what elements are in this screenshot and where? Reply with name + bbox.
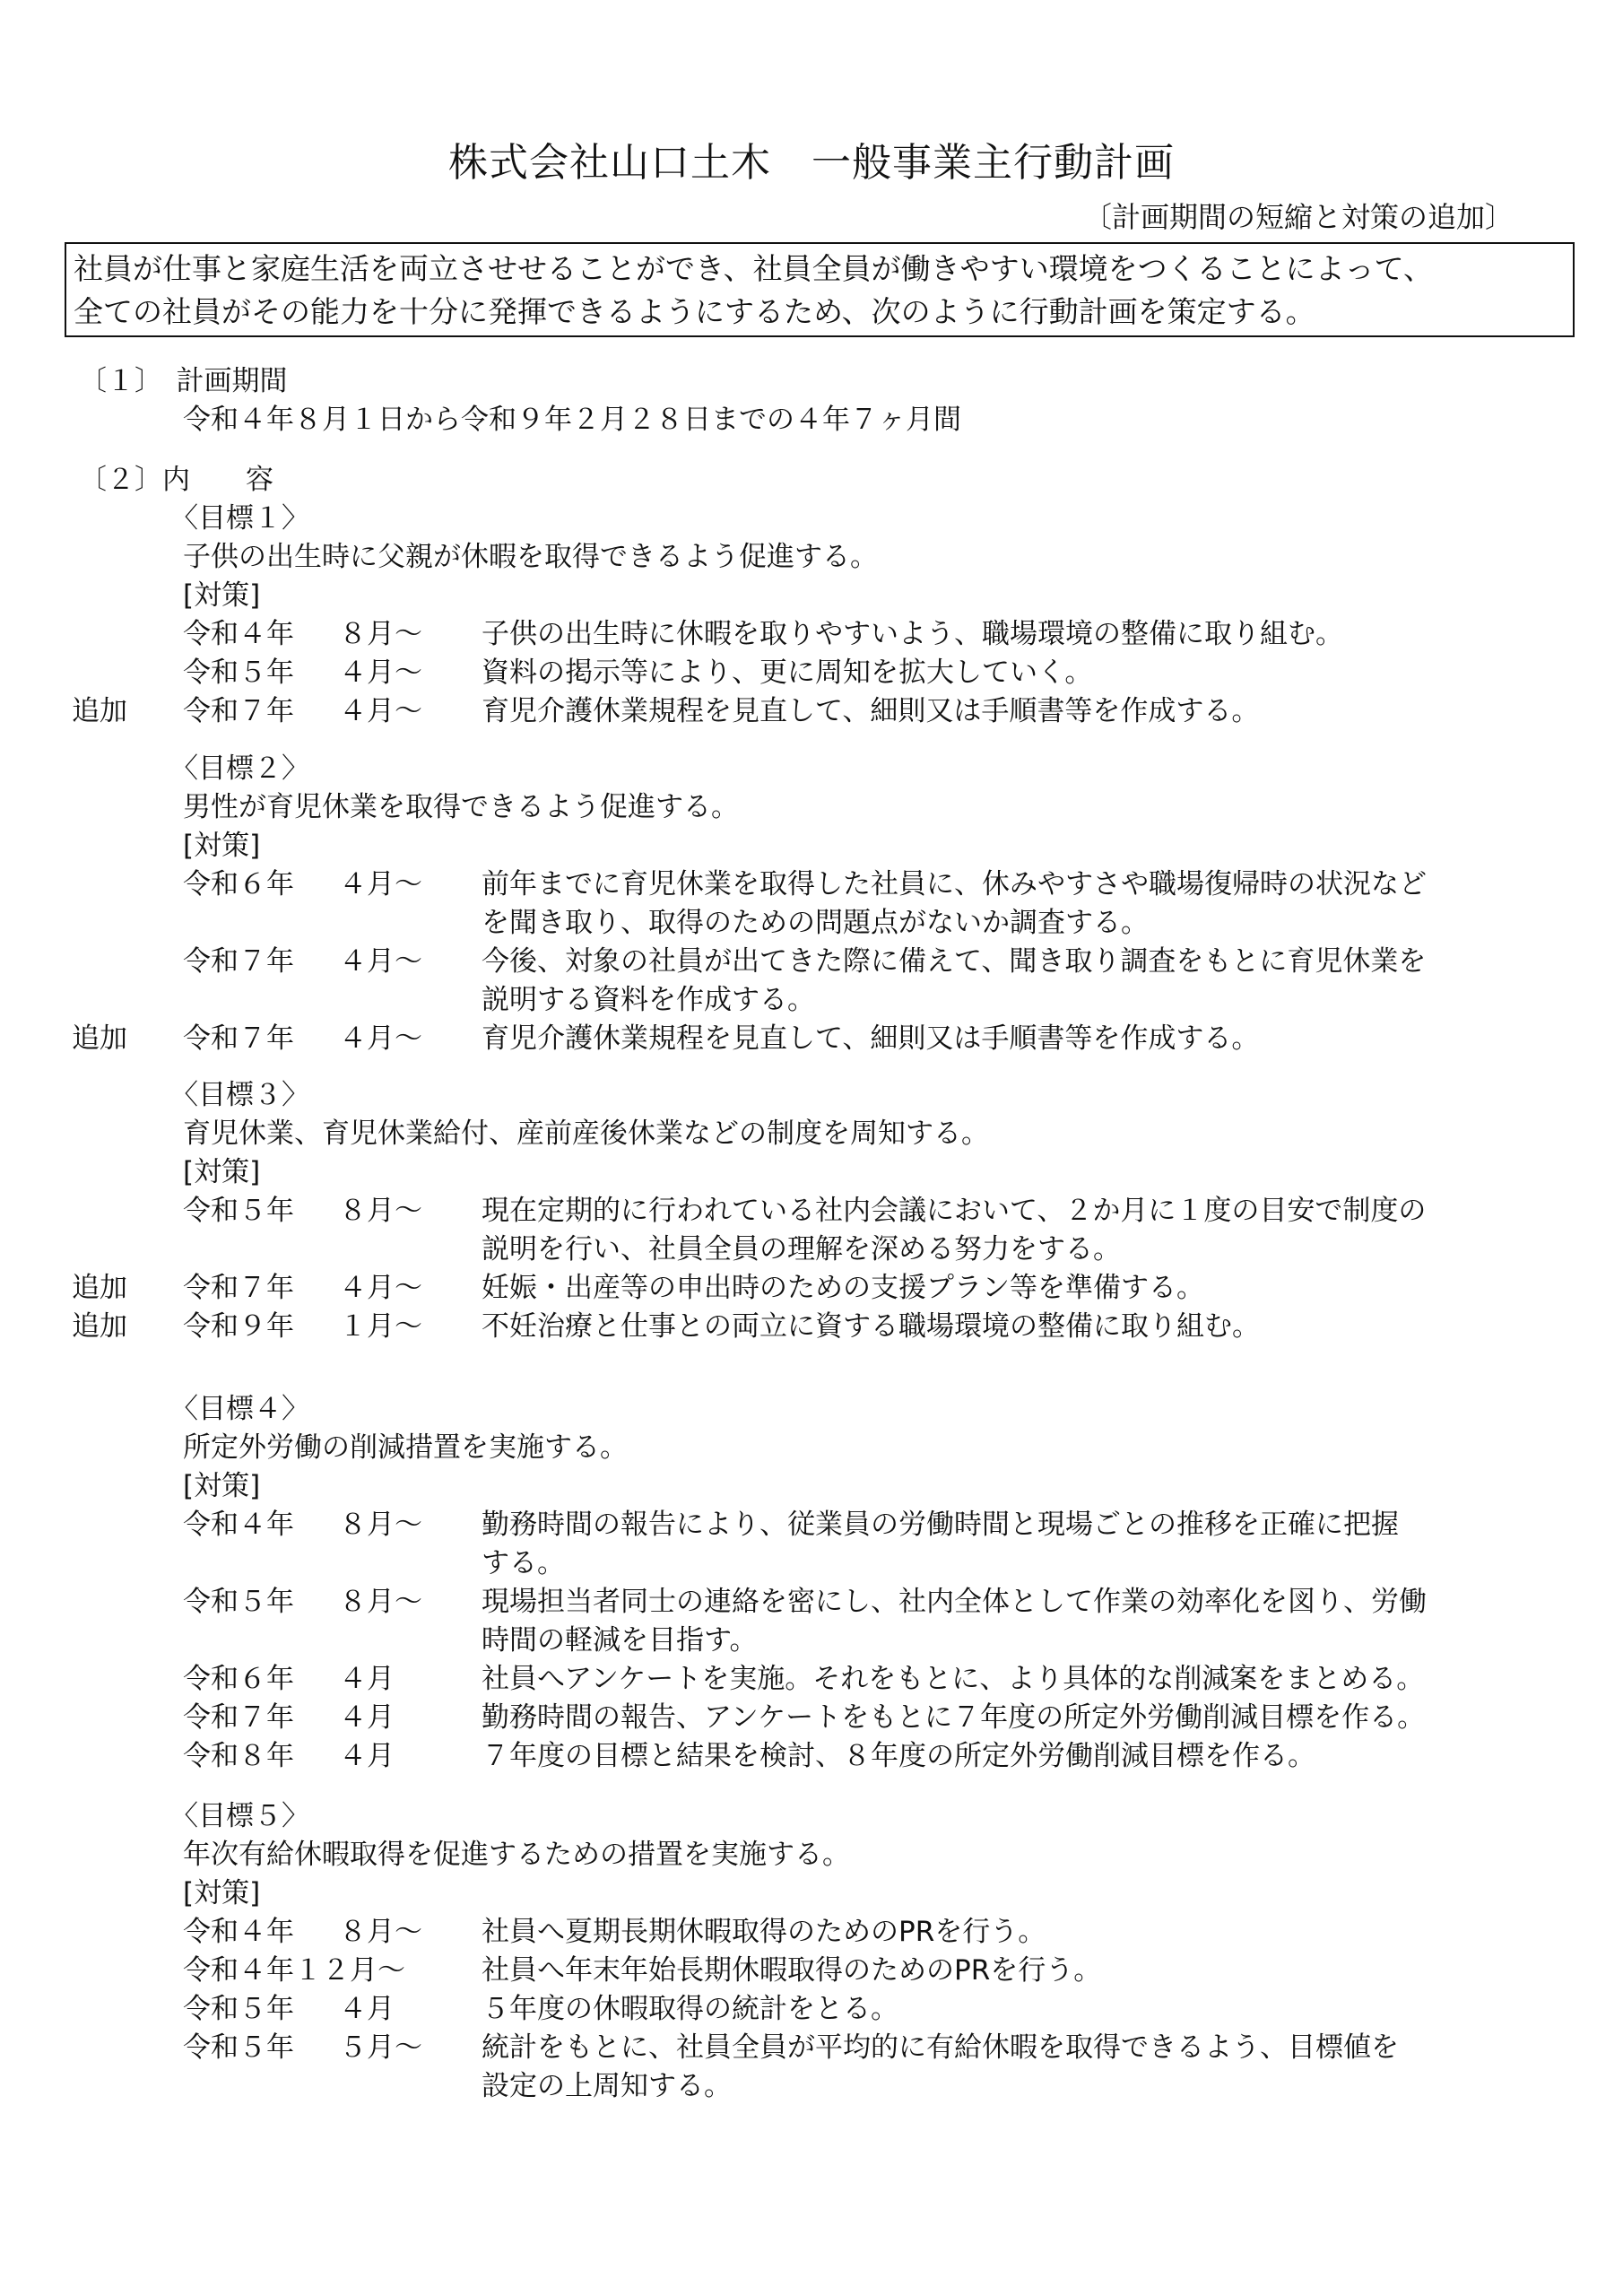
measure-year: 令和５年 xyxy=(183,657,294,689)
measure-action-continued: 設定の上周知する。 xyxy=(482,2070,732,2102)
measures-label: [対策] xyxy=(183,830,261,862)
measure-month: ４月～ xyxy=(339,945,422,978)
measure-action: 育児介護休業規程を見直して、細則又は手順書等を作成する。 xyxy=(482,695,1260,727)
measure-year: 令和５年 xyxy=(183,1993,294,2025)
goal-text: 所定外労働の削減措置を実施する。 xyxy=(183,1431,628,1464)
measure-year: 令和７年 xyxy=(183,1022,294,1055)
measure-year: 令和７年 xyxy=(183,1701,294,1734)
measure-month: ４月 xyxy=(339,1701,395,1734)
measure-month: ４月～ xyxy=(339,868,422,900)
measure-year: 令和６年 xyxy=(183,1663,294,1695)
contents-heading: 〔２〕内 容 xyxy=(79,464,273,496)
period-heading: 〔１〕 計画期間 xyxy=(79,365,288,397)
measure-action: 前年までに育児休業を取得した社員に、休みやすさや職場復帰時の状況など xyxy=(482,868,1427,900)
measure-month: ４月 xyxy=(339,1663,395,1695)
measure-year: 令和５年 xyxy=(183,1586,294,1618)
measure-action: ７年度の目標と結果を検討、８年度の所定外労働削減目標を作る。 xyxy=(482,1740,1315,1772)
measure-action: 育児介護休業規程を見直して、細則又は手順書等を作成する。 xyxy=(482,1022,1260,1055)
measure-action: 勤務時間の報告、アンケートをもとに７年度の所定外労働削減目標を作る。 xyxy=(482,1701,1426,1734)
measure-action: 統計をもとに、社員全員が平均的に有給休暇を取得できるよう、目標値を xyxy=(482,2031,1399,2064)
addition-mark: 追加 xyxy=(72,1022,127,1055)
measure-action: 社員へアンケートを実施。それをもとに、より具体的な削減案をまとめる。 xyxy=(482,1663,1425,1695)
measure-action-continued: する。 xyxy=(482,1547,565,1579)
measure-month: ４月～ xyxy=(339,657,422,689)
goal-label: 〈目標１〉 xyxy=(170,502,309,535)
measure-action: 資料の掲示等により、更に周知を拡大していく。 xyxy=(482,657,1093,689)
intro-line: 全ての社員がその能力を十分に発揮できるようにするため、次のように行動計画を策定する。 xyxy=(74,294,1315,329)
goal-text: 子供の出生時に父親が休暇を取得できるよう促進する。 xyxy=(183,541,878,573)
intro-box xyxy=(65,242,1575,337)
measure-year: 令和７年 xyxy=(183,1272,294,1304)
measure-month: ４月 xyxy=(339,1740,395,1772)
measure-year: 令和９年 xyxy=(183,1310,294,1343)
document-subtitle: 〔計画期間の短縮と対策の追加〕 xyxy=(1082,200,1514,234)
measure-month: ８月～ xyxy=(339,1509,422,1541)
measure-action: 現在定期的に行われている社内会議において、２か月に１度の目安で制度の xyxy=(482,1195,1427,1227)
goal-label: 〈目標５〉 xyxy=(170,1800,309,1832)
measure-year: 令和４年 xyxy=(183,1509,294,1541)
measure-month: ８月～ xyxy=(339,1586,422,1618)
measure-action-continued: 説明する資料を作成する。 xyxy=(482,984,815,1016)
measure-month: ４月～ xyxy=(339,1272,422,1304)
measure-month: ５月～ xyxy=(339,2031,422,2064)
measure-action: 不妊治療と仕事との両立に資する職場環境の整備に取り組む。 xyxy=(482,1310,1260,1343)
measure-action-continued: を聞き取り、取得のための問題点がないか調査する。 xyxy=(482,907,1149,939)
measure-month: ８月～ xyxy=(339,1916,422,1948)
period-text: 令和４年８月１日から令和９年２月２８日までの４年７ヶ月間 xyxy=(183,404,961,436)
goal-text: 男性が育児休業を取得できるよう促進する。 xyxy=(183,791,739,823)
measure-action: 社員へ年末年始長期休暇取得のためのPRを行う。 xyxy=(482,1954,1102,1987)
measures-label: [対策] xyxy=(183,1470,261,1502)
measure-year: 令和７年 xyxy=(183,945,294,978)
measures-label: [対策] xyxy=(183,1156,261,1188)
measure-month: ４月～ xyxy=(339,1022,422,1055)
measure-action: 現場担当者同士の連絡を密にし、社内全体として作業の効率化を図り、労働 xyxy=(482,1586,1427,1618)
addition-mark: 追加 xyxy=(72,695,127,727)
addition-mark: 追加 xyxy=(72,1272,127,1304)
goal-label: 〈目標４〉 xyxy=(170,1393,309,1425)
measure-year: 令和７年 xyxy=(183,695,294,727)
measure-action: 社員へ夏期長期休暇取得のためのPRを行う。 xyxy=(482,1916,1046,1948)
measure-year: 令和８年 xyxy=(183,1740,294,1772)
measure-year: 令和４年 xyxy=(183,618,294,650)
measure-year: 令和４年１２月～ xyxy=(183,1954,405,1987)
document-title: 株式会社山口土木 一般事業主行動計画 xyxy=(448,140,1175,186)
goal-label: 〈目標２〉 xyxy=(170,752,309,785)
measure-action-continued: 時間の軽減を目指す。 xyxy=(482,1624,758,1657)
measure-action: 子供の出生時に休暇を取りやすいよう、職場環境の整備に取り組む。 xyxy=(482,618,1343,650)
goal-text: 年次有給休暇取得を促進するための措置を実施する。 xyxy=(183,1839,850,1871)
measure-month: １月～ xyxy=(339,1310,422,1343)
measure-month: ８月～ xyxy=(339,618,422,650)
measure-action-continued: 説明を行い、社員全員の理解を深める努力をする。 xyxy=(482,1233,1121,1265)
measure-year: 令和５年 xyxy=(183,1195,294,1227)
measures-label: [対策] xyxy=(183,579,261,612)
measure-action: ５年度の休暇取得の統計をとる。 xyxy=(482,1993,898,2025)
measure-year: 令和４年 xyxy=(183,1916,294,1948)
goal-text: 育児休業、育児休業給付、産前産後休業などの制度を周知する。 xyxy=(183,1118,989,1150)
measures-label: [対策] xyxy=(183,1877,261,1909)
intro-line: 社員が仕事と家庭生活を両立させせることができ、社員全員が働きやすい環境をつくることによって、 xyxy=(74,251,1434,286)
addition-mark: 追加 xyxy=(72,1310,127,1343)
measure-month: ８月～ xyxy=(339,1195,422,1227)
measure-month: ４月～ xyxy=(339,695,422,727)
measure-action: 妊娠・出産等の申出時のための支援プラン等を準備する。 xyxy=(482,1272,1204,1304)
measure-year: 令和５年 xyxy=(183,2031,294,2064)
measure-month: ４月 xyxy=(339,1993,395,2025)
measure-year: 令和６年 xyxy=(183,868,294,900)
measure-action: 今後、対象の社員が出てきた際に備えて、聞き取り調査をもとに育児休業を xyxy=(482,945,1427,978)
measure-action: 勤務時間の報告により、従業員の労働時間と現場ごとの推移を正確に把握 xyxy=(482,1509,1399,1541)
goal-label: 〈目標３〉 xyxy=(170,1079,309,1111)
